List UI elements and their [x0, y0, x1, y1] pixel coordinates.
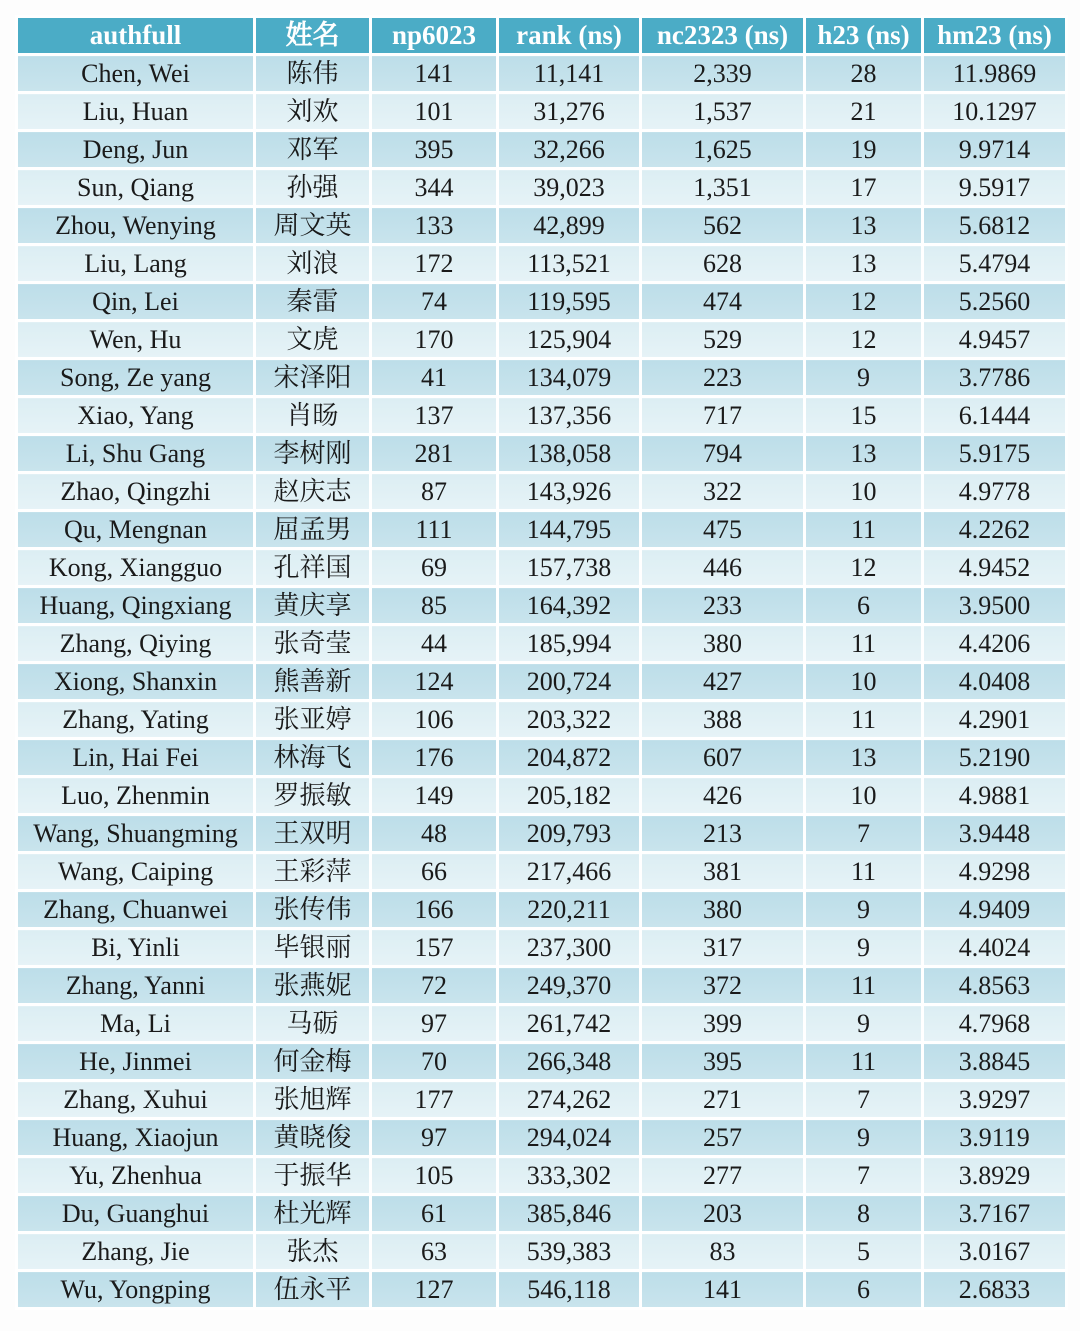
- column-header-h23-ns: h23 (ns): [805, 17, 923, 55]
- cell-nc2323-ns: 203: [641, 1195, 805, 1233]
- cell-rank-ns: 39,023: [498, 169, 641, 207]
- cell-hm23-ns: 4.9457: [923, 321, 1067, 359]
- cell-hm23-ns: 2.6833: [923, 1271, 1067, 1309]
- cell-nc2323-ns: 1,351: [641, 169, 805, 207]
- cell-hm23-ns: 4.9452: [923, 549, 1067, 587]
- cell-h23-ns: 12: [805, 321, 923, 359]
- cell-rank-ns: 237,300: [498, 929, 641, 967]
- cell-nc2323-ns: 1,537: [641, 93, 805, 131]
- cell-np6023: 176: [371, 739, 498, 777]
- cell-nc2323-ns: 1,625: [641, 131, 805, 169]
- table-row: [17, 549, 1067, 587]
- cell-hm23-ns: 4.2262: [923, 511, 1067, 549]
- cell-hm23-ns: 3.7167: [923, 1195, 1067, 1233]
- cell-h23-ns: 8: [805, 1195, 923, 1233]
- cell-authfull: Yu, Zhenhua: [17, 1157, 255, 1195]
- cell-np6023: 70: [371, 1043, 498, 1081]
- cell-name: 赵庆志: [255, 473, 371, 511]
- cell-hm23-ns: 4.9409: [923, 891, 1067, 929]
- cell-h23-ns: 7: [805, 1081, 923, 1119]
- cell-name: 黄庆享: [255, 587, 371, 625]
- author-metrics-table: [15, 15, 1068, 1310]
- cell-authfull: Deng, Jun: [17, 131, 255, 169]
- cell-nc2323-ns: 794: [641, 435, 805, 473]
- cell-rank-ns: 157,738: [498, 549, 641, 587]
- cell-np6023: 141: [371, 55, 498, 93]
- cell-authfull: Xiao, Yang: [17, 397, 255, 435]
- cell-hm23-ns: 3.8929: [923, 1157, 1067, 1195]
- cell-authfull: Huang, Qingxiang: [17, 587, 255, 625]
- cell-nc2323-ns: 380: [641, 625, 805, 663]
- table-row: [17, 55, 1067, 93]
- cell-h23-ns: 11: [805, 511, 923, 549]
- cell-rank-ns: 546,118: [498, 1271, 641, 1309]
- cell-rank-ns: 274,262: [498, 1081, 641, 1119]
- column-header-nc2323-ns: nc2323 (ns): [641, 17, 805, 55]
- cell-rank-ns: 539,383: [498, 1233, 641, 1271]
- cell-name: 王彩萍: [255, 853, 371, 891]
- table-row: [17, 131, 1067, 169]
- table-row: [17, 891, 1067, 929]
- cell-nc2323-ns: 607: [641, 739, 805, 777]
- cell-rank-ns: 333,302: [498, 1157, 641, 1195]
- cell-nc2323-ns: 257: [641, 1119, 805, 1157]
- cell-np6023: 44: [371, 625, 498, 663]
- cell-hm23-ns: 10.1297: [923, 93, 1067, 131]
- cell-h23-ns: 7: [805, 1157, 923, 1195]
- table-row: [17, 1043, 1067, 1081]
- cell-authfull: Qin, Lei: [17, 283, 255, 321]
- cell-hm23-ns: 4.9298: [923, 853, 1067, 891]
- cell-hm23-ns: 4.4024: [923, 929, 1067, 967]
- cell-hm23-ns: 5.4794: [923, 245, 1067, 283]
- cell-h23-ns: 10: [805, 777, 923, 815]
- cell-hm23-ns: 9.5917: [923, 169, 1067, 207]
- cell-rank-ns: 200,724: [498, 663, 641, 701]
- cell-hm23-ns: 11.9869: [923, 55, 1067, 93]
- cell-nc2323-ns: 717: [641, 397, 805, 435]
- cell-name: 张亚婷: [255, 701, 371, 739]
- cell-nc2323-ns: 399: [641, 1005, 805, 1043]
- cell-rank-ns: 32,266: [498, 131, 641, 169]
- cell-np6023: 97: [371, 1005, 498, 1043]
- cell-name: 宋泽阳: [255, 359, 371, 397]
- cell-rank-ns: 204,872: [498, 739, 641, 777]
- cell-rank-ns: 31,276: [498, 93, 641, 131]
- cell-rank-ns: 217,466: [498, 853, 641, 891]
- cell-authfull: Wu, Yongping: [17, 1271, 255, 1309]
- cell-np6023: 85: [371, 587, 498, 625]
- cell-h23-ns: 28: [805, 55, 923, 93]
- cell-hm23-ns: 4.8563: [923, 967, 1067, 1005]
- cell-name: 毕银丽: [255, 929, 371, 967]
- cell-name: 张传伟: [255, 891, 371, 929]
- table-row: [17, 397, 1067, 435]
- cell-nc2323-ns: 427: [641, 663, 805, 701]
- cell-nc2323-ns: 388: [641, 701, 805, 739]
- cell-authfull: Zhang, Chuanwei: [17, 891, 255, 929]
- cell-name: 马砺: [255, 1005, 371, 1043]
- table-body: [17, 55, 1067, 1309]
- cell-name: 杜光辉: [255, 1195, 371, 1233]
- cell-h23-ns: 17: [805, 169, 923, 207]
- cell-h23-ns: 19: [805, 131, 923, 169]
- table-row: [17, 1157, 1067, 1195]
- cell-hm23-ns: 5.6812: [923, 207, 1067, 245]
- cell-np6023: 281: [371, 435, 498, 473]
- table-row: [17, 321, 1067, 359]
- cell-h23-ns: 13: [805, 435, 923, 473]
- cell-name: 熊善新: [255, 663, 371, 701]
- cell-rank-ns: 138,058: [498, 435, 641, 473]
- cell-h23-ns: 21: [805, 93, 923, 131]
- cell-rank-ns: 209,793: [498, 815, 641, 853]
- cell-nc2323-ns: 233: [641, 587, 805, 625]
- cell-name: 王双明: [255, 815, 371, 853]
- cell-authfull: Zhao, Qingzhi: [17, 473, 255, 511]
- table-row: [17, 1005, 1067, 1043]
- cell-rank-ns: 249,370: [498, 967, 641, 1005]
- cell-hm23-ns: 5.2560: [923, 283, 1067, 321]
- column-header-np6023: np6023: [371, 17, 498, 55]
- table-row: [17, 283, 1067, 321]
- cell-rank-ns: 119,595: [498, 283, 641, 321]
- table-row: [17, 929, 1067, 967]
- cell-nc2323-ns: 426: [641, 777, 805, 815]
- table-header-row: [17, 17, 1067, 55]
- cell-authfull: Zhang, Xuhui: [17, 1081, 255, 1119]
- table-row: [17, 1271, 1067, 1309]
- cell-authfull: Kong, Xiangguo: [17, 549, 255, 587]
- cell-nc2323-ns: 380: [641, 891, 805, 929]
- cell-name: 罗振敏: [255, 777, 371, 815]
- cell-name: 张旭辉: [255, 1081, 371, 1119]
- cell-nc2323-ns: 2,339: [641, 55, 805, 93]
- cell-authfull: Sun, Qiang: [17, 169, 255, 207]
- cell-h23-ns: 9: [805, 929, 923, 967]
- cell-authfull: Liu, Lang: [17, 245, 255, 283]
- cell-rank-ns: 137,356: [498, 397, 641, 435]
- table-row: [17, 587, 1067, 625]
- cell-h23-ns: 9: [805, 891, 923, 929]
- cell-name: 林海飞: [255, 739, 371, 777]
- cell-name: 屈孟男: [255, 511, 371, 549]
- cell-hm23-ns: 6.1444: [923, 397, 1067, 435]
- cell-rank-ns: 144,795: [498, 511, 641, 549]
- cell-h23-ns: 9: [805, 1005, 923, 1043]
- cell-authfull: Chen, Wei: [17, 55, 255, 93]
- table-row: [17, 207, 1067, 245]
- cell-authfull: Zhou, Wenying: [17, 207, 255, 245]
- table-row: [17, 93, 1067, 131]
- table-row: [17, 777, 1067, 815]
- cell-np6023: 124: [371, 663, 498, 701]
- table-row: [17, 473, 1067, 511]
- cell-authfull: He, Jinmei: [17, 1043, 255, 1081]
- cell-authfull: Liu, Huan: [17, 93, 255, 131]
- cell-hm23-ns: 3.9448: [923, 815, 1067, 853]
- cell-authfull: Luo, Zhenmin: [17, 777, 255, 815]
- cell-nc2323-ns: 277: [641, 1157, 805, 1195]
- cell-name: 肖旸: [255, 397, 371, 435]
- cell-h23-ns: 11: [805, 625, 923, 663]
- column-header-hm23-ns: hm23 (ns): [923, 17, 1067, 55]
- cell-np6023: 41: [371, 359, 498, 397]
- cell-nc2323-ns: 446: [641, 549, 805, 587]
- cell-hm23-ns: 3.9119: [923, 1119, 1067, 1157]
- column-header-name: 姓名: [255, 17, 371, 55]
- column-header-rank-ns: rank (ns): [498, 17, 641, 55]
- cell-name: 邓军: [255, 131, 371, 169]
- cell-name: 刘欢: [255, 93, 371, 131]
- cell-name: 于振华: [255, 1157, 371, 1195]
- cell-h23-ns: 13: [805, 207, 923, 245]
- cell-np6023: 61: [371, 1195, 498, 1233]
- table-row: [17, 853, 1067, 891]
- cell-rank-ns: 134,079: [498, 359, 641, 397]
- cell-authfull: Huang, Xiaojun: [17, 1119, 255, 1157]
- cell-np6023: 48: [371, 815, 498, 853]
- cell-hm23-ns: 9.9714: [923, 131, 1067, 169]
- cell-rank-ns: 113,521: [498, 245, 641, 283]
- column-header-authfull: authfull: [17, 17, 255, 55]
- cell-hm23-ns: 4.9778: [923, 473, 1067, 511]
- cell-rank-ns: 164,392: [498, 587, 641, 625]
- cell-hm23-ns: 3.9297: [923, 1081, 1067, 1119]
- cell-np6023: 166: [371, 891, 498, 929]
- cell-rank-ns: 385,846: [498, 1195, 641, 1233]
- cell-nc2323-ns: 271: [641, 1081, 805, 1119]
- cell-h23-ns: 11: [805, 853, 923, 891]
- cell-h23-ns: 11: [805, 701, 923, 739]
- cell-np6023: 137: [371, 397, 498, 435]
- cell-np6023: 105: [371, 1157, 498, 1195]
- cell-hm23-ns: 3.0167: [923, 1233, 1067, 1271]
- cell-authfull: Du, Guanghui: [17, 1195, 255, 1233]
- cell-nc2323-ns: 213: [641, 815, 805, 853]
- cell-nc2323-ns: 141: [641, 1271, 805, 1309]
- cell-h23-ns: 12: [805, 283, 923, 321]
- cell-rank-ns: 266,348: [498, 1043, 641, 1081]
- cell-h23-ns: 10: [805, 473, 923, 511]
- cell-np6023: 127: [371, 1271, 498, 1309]
- cell-hm23-ns: 4.4206: [923, 625, 1067, 663]
- table-row: [17, 435, 1067, 473]
- cell-rank-ns: 125,904: [498, 321, 641, 359]
- cell-np6023: 106: [371, 701, 498, 739]
- cell-np6023: 157: [371, 929, 498, 967]
- table-row: [17, 359, 1067, 397]
- cell-nc2323-ns: 395: [641, 1043, 805, 1081]
- cell-authfull: Ma, Li: [17, 1005, 255, 1043]
- cell-nc2323-ns: 381: [641, 853, 805, 891]
- cell-h23-ns: 9: [805, 359, 923, 397]
- cell-h23-ns: 5: [805, 1233, 923, 1271]
- cell-rank-ns: 220,211: [498, 891, 641, 929]
- table-row: [17, 511, 1067, 549]
- cell-nc2323-ns: 628: [641, 245, 805, 283]
- cell-h23-ns: 12: [805, 549, 923, 587]
- cell-nc2323-ns: 475: [641, 511, 805, 549]
- cell-hm23-ns: 4.2901: [923, 701, 1067, 739]
- cell-hm23-ns: 3.9500: [923, 587, 1067, 625]
- cell-authfull: Lin, Hai Fei: [17, 739, 255, 777]
- cell-nc2323-ns: 83: [641, 1233, 805, 1271]
- cell-np6023: 63: [371, 1233, 498, 1271]
- cell-hm23-ns: 5.2190: [923, 739, 1067, 777]
- cell-name: 伍永平: [255, 1271, 371, 1309]
- cell-name: 黄晓俊: [255, 1119, 371, 1157]
- cell-name: 周文英: [255, 207, 371, 245]
- cell-h23-ns: 7: [805, 815, 923, 853]
- cell-rank-ns: 143,926: [498, 473, 641, 511]
- cell-np6023: 344: [371, 169, 498, 207]
- cell-np6023: 177: [371, 1081, 498, 1119]
- cell-name: 文虎: [255, 321, 371, 359]
- table-row: [17, 1195, 1067, 1233]
- cell-np6023: 74: [371, 283, 498, 321]
- cell-np6023: 395: [371, 131, 498, 169]
- cell-nc2323-ns: 529: [641, 321, 805, 359]
- cell-name: 李树刚: [255, 435, 371, 473]
- cell-np6023: 111: [371, 511, 498, 549]
- table-row: [17, 1081, 1067, 1119]
- cell-authfull: Li, Shu Gang: [17, 435, 255, 473]
- table-row: [17, 967, 1067, 1005]
- cell-h23-ns: 11: [805, 1043, 923, 1081]
- cell-np6023: 133: [371, 207, 498, 245]
- cell-np6023: 172: [371, 245, 498, 283]
- table-row: [17, 1119, 1067, 1157]
- cell-nc2323-ns: 372: [641, 967, 805, 1005]
- cell-name: 何金梅: [255, 1043, 371, 1081]
- cell-np6023: 72: [371, 967, 498, 1005]
- cell-np6023: 66: [371, 853, 498, 891]
- table-row: [17, 245, 1067, 283]
- cell-h23-ns: 6: [805, 1271, 923, 1309]
- cell-authfull: Zhang, Yanni: [17, 967, 255, 1005]
- cell-rank-ns: 42,899: [498, 207, 641, 245]
- cell-nc2323-ns: 562: [641, 207, 805, 245]
- table-row: [17, 701, 1067, 739]
- cell-rank-ns: 11,141: [498, 55, 641, 93]
- cell-authfull: Zhang, Qiying: [17, 625, 255, 663]
- cell-rank-ns: 261,742: [498, 1005, 641, 1043]
- cell-np6023: 149: [371, 777, 498, 815]
- table-row: [17, 739, 1067, 777]
- table-row: [17, 1233, 1067, 1271]
- cell-name: 孙强: [255, 169, 371, 207]
- cell-hm23-ns: 3.7786: [923, 359, 1067, 397]
- cell-h23-ns: 6: [805, 587, 923, 625]
- cell-authfull: Wang, Shuangming: [17, 815, 255, 853]
- cell-name: 张燕妮: [255, 967, 371, 1005]
- cell-hm23-ns: 4.0408: [923, 663, 1067, 701]
- cell-authfull: Zhang, Jie: [17, 1233, 255, 1271]
- cell-np6023: 97: [371, 1119, 498, 1157]
- cell-authfull: Wen, Hu: [17, 321, 255, 359]
- cell-authfull: Wang, Caiping: [17, 853, 255, 891]
- cell-authfull: Song, Ze yang: [17, 359, 255, 397]
- cell-nc2323-ns: 322: [641, 473, 805, 511]
- cell-h23-ns: 13: [805, 739, 923, 777]
- cell-rank-ns: 205,182: [498, 777, 641, 815]
- cell-hm23-ns: 4.9881: [923, 777, 1067, 815]
- cell-name: 张杰: [255, 1233, 371, 1271]
- cell-name: 秦雷: [255, 283, 371, 321]
- cell-rank-ns: 203,322: [498, 701, 641, 739]
- cell-h23-ns: 11: [805, 967, 923, 1005]
- cell-nc2323-ns: 317: [641, 929, 805, 967]
- cell-np6023: 101: [371, 93, 498, 131]
- cell-rank-ns: 294,024: [498, 1119, 641, 1157]
- cell-hm23-ns: 4.7968: [923, 1005, 1067, 1043]
- cell-h23-ns: 10: [805, 663, 923, 701]
- cell-name: 张奇莹: [255, 625, 371, 663]
- cell-authfull: Bi, Yinli: [17, 929, 255, 967]
- table-row: [17, 663, 1067, 701]
- table-row: [17, 625, 1067, 663]
- cell-authfull: Xiong, Shanxin: [17, 663, 255, 701]
- cell-name: 孔祥国: [255, 549, 371, 587]
- cell-np6023: 69: [371, 549, 498, 587]
- cell-h23-ns: 9: [805, 1119, 923, 1157]
- cell-name: 陈伟: [255, 55, 371, 93]
- cell-h23-ns: 13: [805, 245, 923, 283]
- cell-authfull: Qu, Mengnan: [17, 511, 255, 549]
- cell-nc2323-ns: 223: [641, 359, 805, 397]
- table-row: [17, 169, 1067, 207]
- cell-hm23-ns: 5.9175: [923, 435, 1067, 473]
- cell-hm23-ns: 3.8845: [923, 1043, 1067, 1081]
- cell-authfull: Zhang, Yating: [17, 701, 255, 739]
- cell-nc2323-ns: 474: [641, 283, 805, 321]
- table-row: [17, 815, 1067, 853]
- cell-np6023: 87: [371, 473, 498, 511]
- cell-name: 刘浪: [255, 245, 371, 283]
- cell-np6023: 170: [371, 321, 498, 359]
- cell-h23-ns: 15: [805, 397, 923, 435]
- cell-rank-ns: 185,994: [498, 625, 641, 663]
